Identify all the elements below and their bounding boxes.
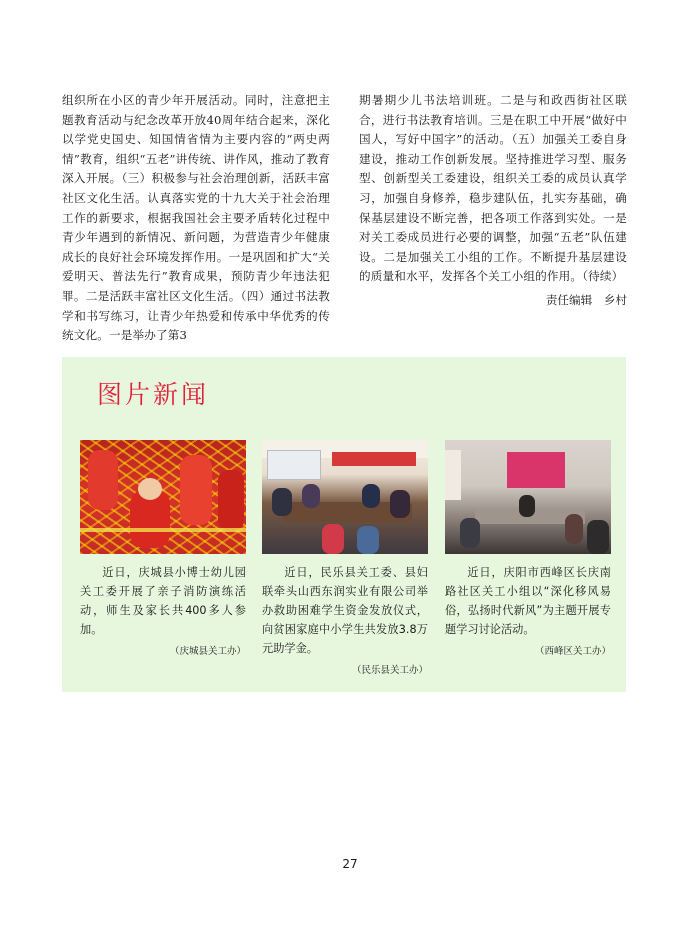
news-photo-funding-ceremony	[262, 440, 428, 554]
responsible-editor: 责任编辑 乡村	[545, 293, 627, 307]
caption-source: （西峰区关工办）	[534, 646, 611, 657]
attendee	[565, 514, 583, 544]
attendee	[322, 524, 344, 554]
child-figure	[88, 450, 118, 510]
red-banner	[332, 452, 416, 466]
child-figure	[218, 470, 244, 530]
news-photo-study-session	[445, 440, 611, 554]
caption-source: （庆城县关工办）	[169, 646, 246, 657]
article-column-right	[359, 91, 627, 287]
attendee	[460, 518, 480, 548]
notice-board	[267, 450, 321, 480]
picture-news-title: 图片新闻	[97, 380, 210, 409]
attendee	[357, 526, 379, 554]
news-caption-2	[262, 563, 428, 680]
news-photo-fire-drill	[80, 440, 246, 554]
reflective-stripe	[80, 528, 246, 532]
attendee	[302, 484, 320, 508]
attendee	[272, 488, 292, 516]
projection-screen	[507, 452, 565, 488]
attendee	[587, 520, 609, 554]
caption-source: （民乐县关工办）	[351, 665, 428, 676]
speaker	[519, 495, 535, 517]
news-caption-1	[80, 563, 246, 661]
attendee	[390, 490, 410, 518]
caption-text: 近日，民乐县关工委、县妇联牵头山西东润实业有限公司举办救助困难学生资金发放仪式，向贫困家庭中小学生共发放3.8万元助学金。	[262, 566, 428, 655]
caption-text: 近日，庆城县小博士幼儿园关工委开展了亲子消防演练活动，师生及家长共400多人参加。	[80, 566, 246, 636]
article-text-right: 期暑期少儿书法培训班。二是与和政西街社区联合，进行书法教育培训。三是在职工中开展“做好中国人，写好中国字”的活动。（五）加强关工委自身建设，推动工作创新发展。坚持推进学习型、服务型、创新型关工委建设，组织关工委的成员认真学习，加强自身修养，稳步建队伍，扎实夯基础，确保基层建设不断完善，把各项工作落到实处。一是对关工委成员进行必要的调整，加强“五老”队伍建设。二是加强关工小组的工作。不断提升基层建设的质量和水平，发挥各个关工小组的作用。（待续）	[359, 93, 627, 284]
article-column-left	[62, 91, 330, 346]
page-number: 27	[342, 857, 358, 871]
attendee	[362, 484, 380, 508]
caption-text: 近日，庆阳市西峰区长庆南路社区关工小组以“深化移风易俗，弘扬时代新风”为主题开展专题学习讨论活动。	[445, 566, 611, 636]
window	[445, 450, 461, 500]
article-text-left: 组织所在小区的青少年开展活动。同时，注意把主题教育活动与纪念改革开放40周年结合起来，深化以学党史国史、知国情省情为主要内容的“两史两情”教育，组织“五老”讲传统、讲作风，推动了教育深入开展。（三）积极参与社会治理创新，活跃丰富社区文化生活。认真落实党的十九大关于社会治理工作的新要求，根据我国社会主要矛盾转化过程中青少年遇到的新情况、新问题，为营造青少年健康成长的良好社会环境发挥作用。一是巩固和扩大“关爱明天、普法先行”教育成果，预防青少年违法犯罪。二是活跃丰富社区文化生活。（四）通过书法教学和书写练习，让青少年热爱和传承中华优秀的传统文化。一是举办了第3	[62, 93, 330, 343]
child-figure	[180, 455, 212, 525]
news-caption-3	[445, 563, 611, 661]
child-face	[138, 478, 162, 500]
